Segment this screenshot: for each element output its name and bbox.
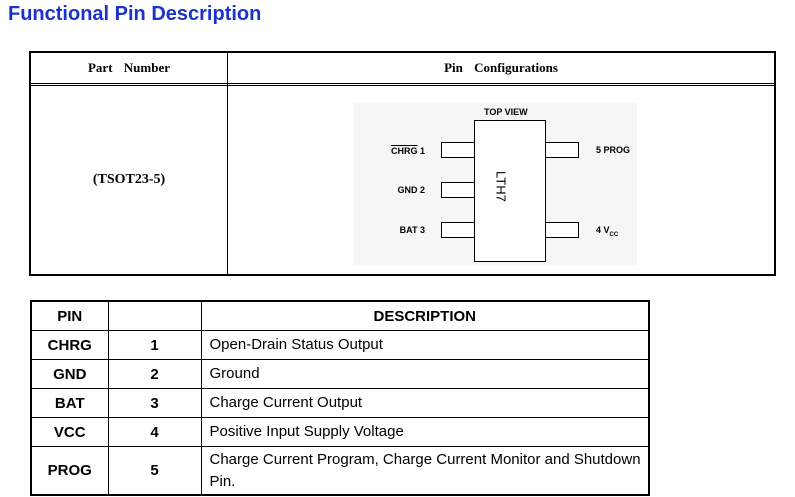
number-column-header xyxy=(108,301,201,331)
pin-1-lead xyxy=(441,142,475,158)
part-number-value: (TSOT23-5) xyxy=(92,172,166,187)
pin-2-lead xyxy=(441,182,475,198)
pin-number-cell: 5 xyxy=(108,447,201,496)
package-marking: LTH7 xyxy=(493,171,509,202)
page-title: Functional Pin Description xyxy=(8,3,262,25)
pin-number-cell: 4 xyxy=(108,418,201,447)
pin-name-cell: PROG xyxy=(31,447,108,496)
pin-description-cell: Open-Drain Status Output xyxy=(201,331,649,360)
pin-name-cell: CHRG xyxy=(31,331,108,360)
pin-description-table xyxy=(30,300,650,496)
pin-name-cell: BAT xyxy=(31,389,108,418)
pin-description-cell: Ground xyxy=(201,360,649,389)
pin-name-cell: GND xyxy=(31,360,108,389)
pin-4-lead xyxy=(545,222,579,238)
vcc-prefix: 4 V xyxy=(596,225,610,235)
pin-5-label: 5 PROG xyxy=(596,145,631,155)
pin-name-cell: VCC xyxy=(31,418,108,447)
pin-number-cell: 3 xyxy=(108,389,201,418)
package-diagram xyxy=(354,103,637,265)
table-row xyxy=(31,447,649,496)
pin-5-lead xyxy=(545,142,579,158)
pin-description-cell: Charge Current Program, Charge Current Monitor and Shutdown Pin. xyxy=(201,447,649,496)
pin-3-label: BAT 3 xyxy=(399,225,425,235)
pin-3-lead xyxy=(441,222,475,238)
table-row xyxy=(31,331,649,360)
table-row xyxy=(31,389,649,418)
description-column-header: DESCRIPTION xyxy=(201,301,649,331)
table-header-row xyxy=(31,301,649,331)
chrg-pin-number: 1 xyxy=(419,146,425,156)
pin-1-label xyxy=(391,146,425,156)
package-body xyxy=(474,120,546,262)
part-number-header: Part Number xyxy=(87,60,170,75)
column-divider xyxy=(227,53,228,274)
table-row xyxy=(31,360,649,389)
pin-number-cell: 2 xyxy=(108,360,201,389)
pin-configurations-header: Pin Configurations xyxy=(444,60,558,75)
pin-2-label: GND 2 xyxy=(397,185,425,195)
pin-description-cell: Positive Input Supply Voltage xyxy=(201,418,649,447)
chrg-pin-name: CHRG xyxy=(390,146,418,156)
pin-4-label xyxy=(596,225,618,238)
vcc-subscript: CC xyxy=(609,231,619,238)
pin-column-header: PIN xyxy=(31,301,108,331)
pin-number-cell: 1 xyxy=(108,331,201,360)
table-row xyxy=(31,418,649,447)
pin-description-cell: Charge Current Output xyxy=(201,389,649,418)
top-view-label: TOP VIEW xyxy=(484,107,528,117)
